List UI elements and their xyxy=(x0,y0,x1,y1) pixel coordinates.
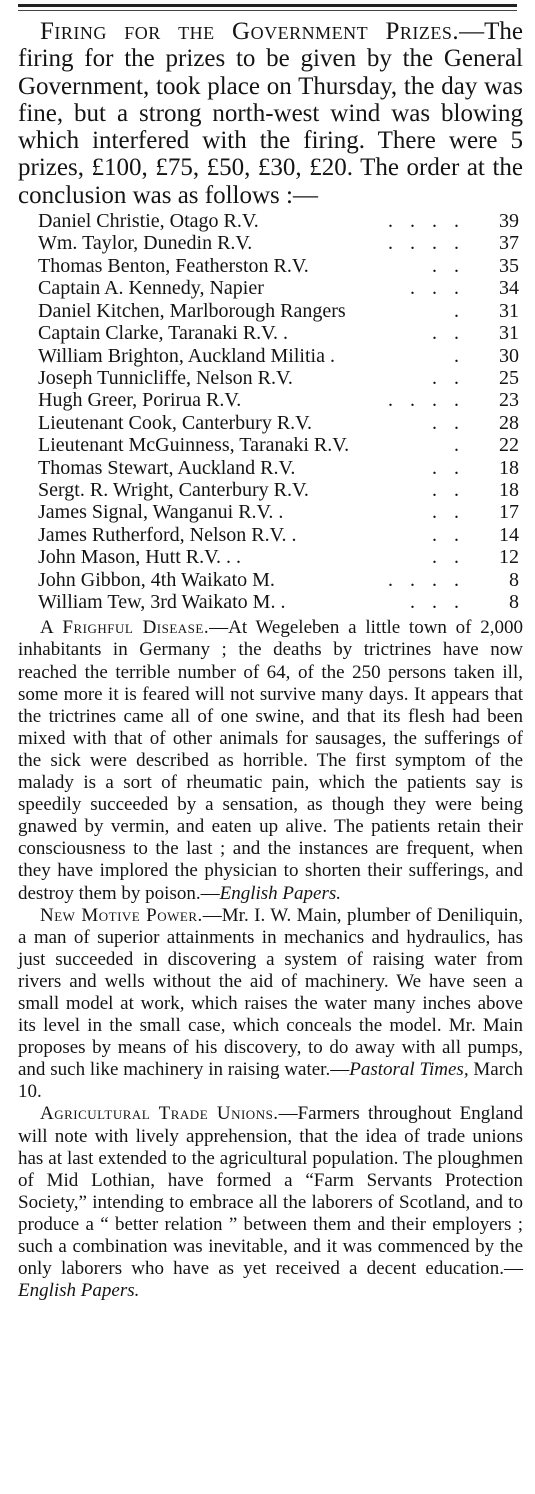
competitor-name: Thomas Benton, Featherston R.V. xyxy=(38,254,309,277)
competitor-score: 8 xyxy=(509,590,519,613)
article-paragraph xyxy=(18,617,523,904)
leader-dots: . . xyxy=(432,254,465,277)
article-body: —The firing for the prizes to be given by the General Government, took place on Thursday, the day was fine, but a strong north-west wind was blowing which interfered with the firing. There were 5 prizes, £100, £75, £50, £30, £20. The order at the conclusion was as follows :— xyxy=(18,18,523,209)
article-source: Pastoral Times, xyxy=(349,1059,469,1081)
competitor-name: Thomas Stewart, Auckland R.V. xyxy=(38,456,296,479)
table-row xyxy=(18,591,523,613)
competitor-score: 25 xyxy=(499,366,519,389)
article-paragraph xyxy=(18,18,523,209)
table-row xyxy=(18,501,523,523)
competitor-score: 31 xyxy=(499,322,519,345)
leader-dots: . . . xyxy=(410,277,465,300)
competitor-name: Daniel Kitchen, Marlborough Rangers xyxy=(38,299,346,322)
competitor-score: 30 xyxy=(499,344,519,367)
competitor-name: Captain Clarke, Taranaki R.V. . xyxy=(38,322,289,345)
article-source: English Papers. xyxy=(219,882,341,904)
leader-dots: . . xyxy=(432,523,465,546)
table-row xyxy=(18,479,523,501)
competitor-score: 39 xyxy=(499,210,519,233)
competitor-name: Daniel Christie, Otago R.V. xyxy=(38,210,259,233)
competitor-score: 31 xyxy=(499,299,519,322)
table-row xyxy=(18,524,523,546)
leader-dots: . xyxy=(454,344,465,367)
article-paragraph xyxy=(18,1103,523,1302)
competitor-name: William Tew, 3rd Waikato M. . xyxy=(38,590,286,613)
article-date: March 10. xyxy=(18,1059,523,1103)
competitor-score: 17 xyxy=(499,501,519,524)
table-row xyxy=(18,367,523,389)
article-heading: New Motive Power. xyxy=(40,904,203,926)
table-row xyxy=(18,569,523,591)
competitor-name: John Mason, Hutt R.V. . . xyxy=(38,546,241,569)
article-heading: Firing for the Government Prizes. xyxy=(40,18,460,45)
table-row xyxy=(18,389,523,411)
article-frightful-disease xyxy=(18,617,523,904)
competitor-score: 37 xyxy=(499,232,519,255)
table-row xyxy=(18,434,523,456)
competitor-name: Lieutenant Cook, Canterbury R.V. xyxy=(38,411,313,434)
leader-dots: . . xyxy=(432,478,465,501)
leader-dots: . . xyxy=(432,366,465,389)
table-row xyxy=(18,457,523,479)
leader-dots: . . xyxy=(432,456,465,479)
competitor-name: James Signal, Wanganui R.V. . xyxy=(38,501,284,524)
competitor-score: 8 xyxy=(509,568,519,591)
competitor-score: 18 xyxy=(499,478,519,501)
leader-dots: . . . . xyxy=(388,210,465,233)
leader-dots: . . xyxy=(432,322,465,345)
article-source: English Papers. xyxy=(18,1280,140,1302)
leader-dots: . . xyxy=(432,411,465,434)
competitor-score: 35 xyxy=(499,254,519,277)
table-row xyxy=(18,232,523,254)
leader-dots: . . . . xyxy=(388,232,465,255)
article-heading: A Frighful Disease. xyxy=(40,617,210,639)
competitor-name: Captain A. Kennedy, Napier xyxy=(38,277,264,300)
article-body: —Farmers throughout England will note with lively apprehension, that the idea of trade unions has at last extended to the agricultural population. The ploughmen of Mid Lothian, have formed a “Farm Servants Protection Society,” intending to embrace all the laborers of Scotland, and to produce a “ better relation ” between them and their employers ; such a combination was inevitable, and it was commenced by the only laborers who have as yet received a decent education.— xyxy=(18,1103,523,1280)
leader-dots: . . . xyxy=(410,590,465,613)
article-new-motive-power xyxy=(18,905,523,1104)
competitor-score: 28 xyxy=(499,411,519,434)
competitor-name: William Brighton, Auckland Militia . xyxy=(38,344,335,367)
leader-dots: . . . . xyxy=(388,568,465,591)
article-paragraph xyxy=(18,905,523,1104)
competitor-score: 23 xyxy=(499,389,519,412)
leader-dots: . . xyxy=(432,546,465,569)
competitor-name: Hugh Greer, Porirua R.V. xyxy=(38,389,242,412)
table-row xyxy=(18,210,523,232)
table-row xyxy=(18,255,523,277)
competitor-name: James Rutherford, Nelson R.V. . xyxy=(38,523,297,546)
article-agricultural-trade-unions xyxy=(18,1103,523,1302)
results-table xyxy=(18,210,523,613)
newspaper-column xyxy=(18,18,523,1302)
competitor-score: 22 xyxy=(499,434,519,457)
column-top-rule xyxy=(18,4,517,7)
competitor-name: Lieutenant McGuinness, Taranaki R.V. xyxy=(38,434,350,457)
competitor-name: Wm. Taylor, Dunedin R.V. xyxy=(38,232,253,255)
column-top-rule-thin xyxy=(18,10,517,11)
table-row xyxy=(18,300,523,322)
leader-dots: . . . . xyxy=(388,389,465,412)
article-body: —At Wegeleben a little town of 2,000 inhabitants in Germany ; the deaths by trictrines have now reached the terrible number of 64, of the 250 persons taken ill, some more it is feared will not survive many days. It appears that the trictrines came all of one swine, and that its flesh had been mixed with that of other animals for sausages, the sufferings of the sick were described as horrible. The first symptom of the malady is a sort of rheumatic pain, which the patients say is speedily succeeded by a sensation, as though they were being gnawed by vermin, and eaten up alive. The patients retain their consciousness to the last ; and the instances are frequent, when they have implored the physician to shorten their sufferings, and destroy them by poison.— xyxy=(18,617,524,904)
leader-dots: . xyxy=(454,434,465,457)
table-row xyxy=(18,277,523,299)
leader-dots: . . xyxy=(432,501,465,524)
competitor-score: 12 xyxy=(499,546,519,569)
table-row xyxy=(18,546,523,568)
article-heading: Agricultural Trade Unions. xyxy=(40,1103,279,1125)
competitor-name: Joseph Tunnicliffe, Nelson R.V. xyxy=(38,366,293,389)
competitor-score: 18 xyxy=(499,456,519,479)
table-row xyxy=(18,345,523,367)
competitor-name: Sergt. R. Wright, Canterbury R.V. xyxy=(38,478,309,501)
article-government-prizes xyxy=(18,18,523,613)
competitor-score: 14 xyxy=(499,523,519,546)
article-body: —Mr. I. W. Main, plumber of Deniliquin, a man of superior attainments in mechanics and hydraulics, has just succeeded in discovering a system of raising water from rivers and wells without the aid of machinery. We have seen a small model at work, which raises the water many inches above its level in the small case, which conceals the model. Mr. Main proposes by means of his discovery, to do away with all pumps, and such like machinery in raising water.— xyxy=(18,904,523,1081)
competitor-score: 34 xyxy=(499,277,519,300)
table-row xyxy=(18,322,523,344)
competitor-name: John Gibbon, 4th Waikato M. xyxy=(38,568,275,591)
leader-dots: . xyxy=(454,299,465,322)
table-row xyxy=(18,412,523,434)
